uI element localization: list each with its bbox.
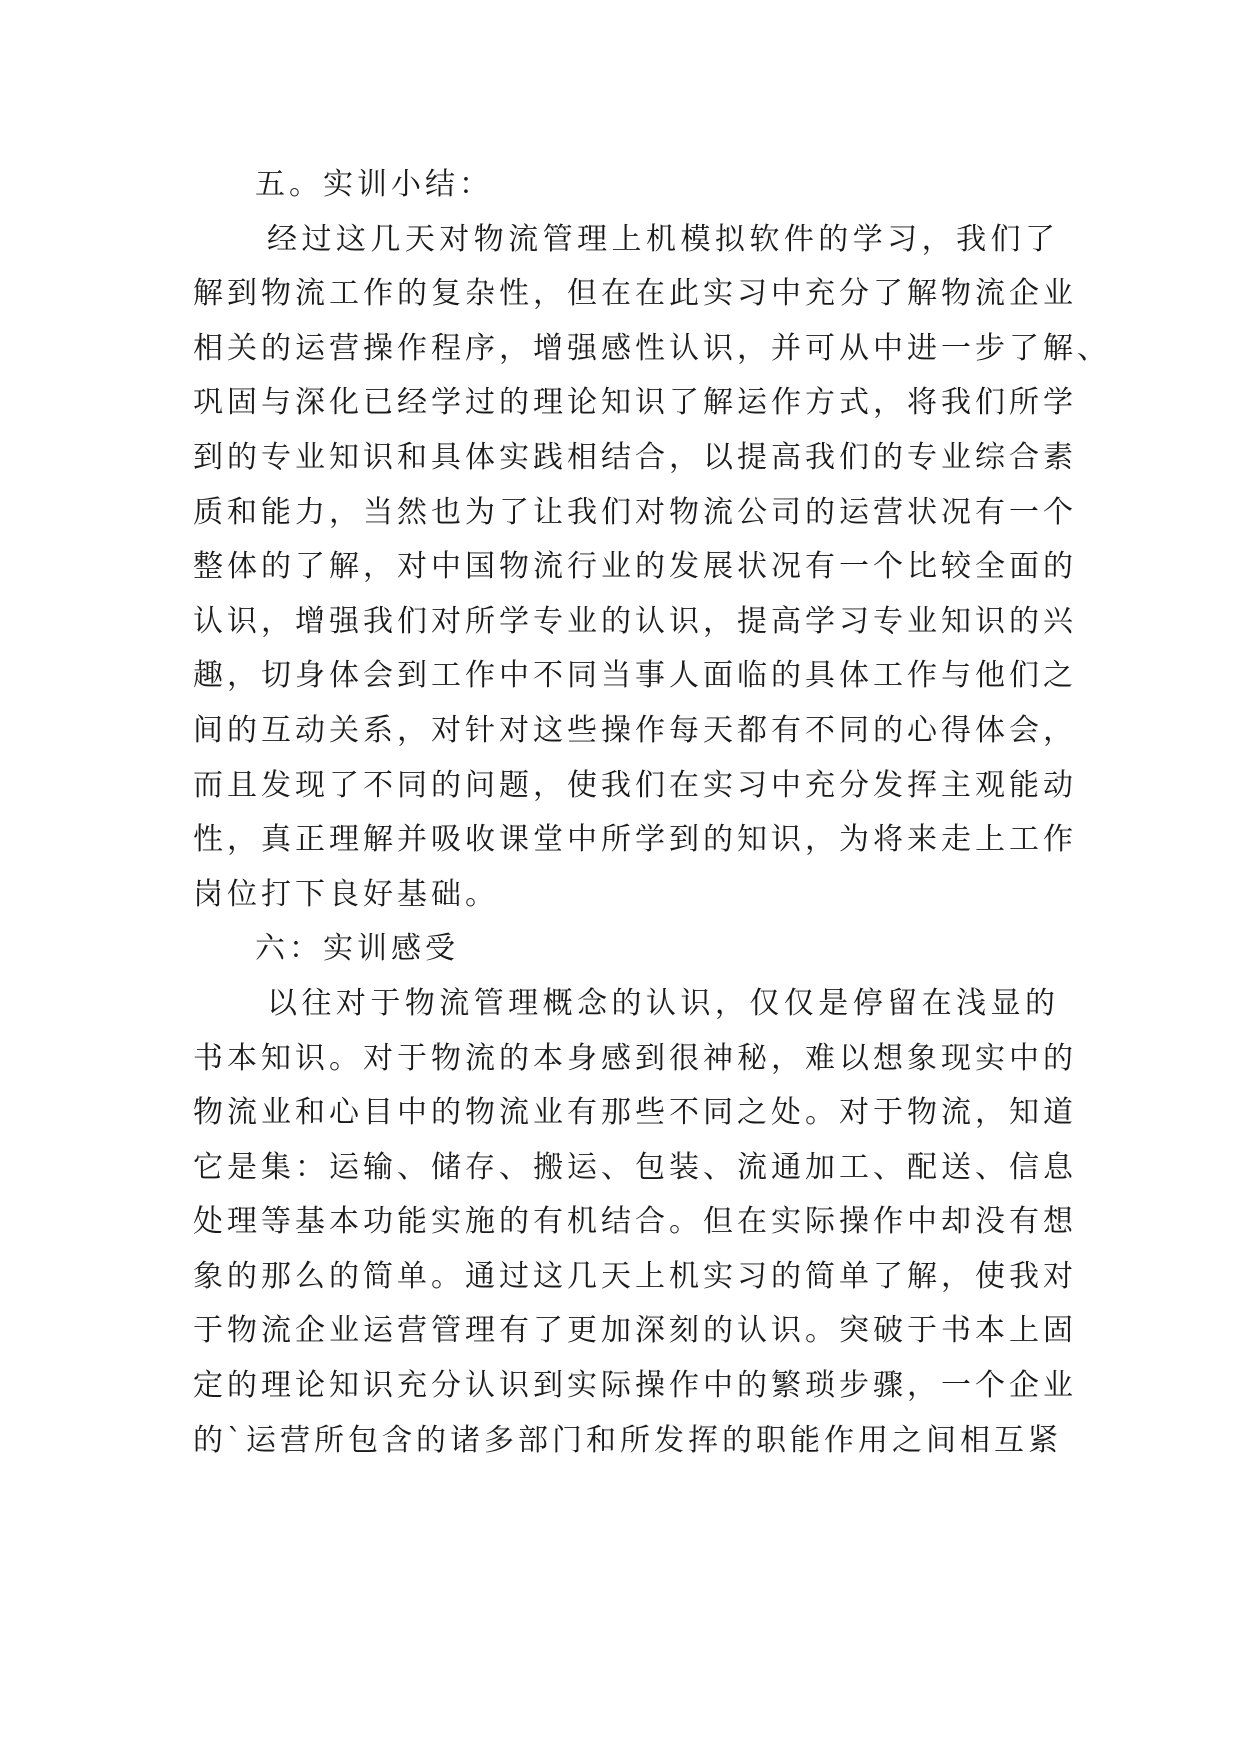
paragraph-line: 巩固与深化已经学过的理论知识了解运作方式，将我们所学 <box>193 385 1077 421</box>
paragraph-line: 书本知识。对于物流的本身感到很神秘，难以想象现实中的 <box>193 1040 1077 1076</box>
paragraph-line: 性，真正理解并吸收课堂中所学到的知识，为将来走上工作 <box>193 822 1077 858</box>
paragraph-line: 而且发现了不同的问题，使我们在实习中充分发挥主观能动 <box>193 767 1077 803</box>
document-body <box>193 158 1111 1468</box>
paragraph-line: 的`运营所包含的诸多部门和所发挥的职能作用之间相互紧 <box>193 1422 1062 1458</box>
paragraph-line: 趣，切身体会到工作中不同当事人面临的具体工作与他们之 <box>193 658 1077 694</box>
paragraph-line: 质和能力，当然也为了让我们对物流公司的运营状况有一个 <box>193 494 1077 530</box>
section-heading-feelings: 六：实训感受 <box>255 931 459 967</box>
paragraph-line: 间的互动关系，对针对这些操作每天都有不同的心得体会， <box>193 712 1077 748</box>
section-heading-summary: 五。实训小结： <box>255 167 493 202</box>
paragraph-line: 于物流企业运营管理有了更加深刻的认识。突破于书本上固 <box>193 1313 1077 1349</box>
paragraph-line: 物流业和心目中的物流业有那些不同之处。对于物流，知道 <box>193 1095 1077 1131</box>
paragraph-line: 解到物流工作的复杂性，但在在此实习中充分了解物流企业 <box>193 276 1077 312</box>
paragraph-line: 认识，增强我们对所学专业的认识，提高学习专业知识的兴 <box>193 603 1077 639</box>
paragraph-line: 定的理论知识充分认识到实际操作中的繁琐步骤，一个企业 <box>193 1368 1077 1404</box>
paragraph-line: 它是集：运输、储存、搬运、包装、流通加工、配送、信息 <box>193 1149 1077 1185</box>
paragraph-line: 处理等基本功能实施的有机结合。但在实际操作中却没有想 <box>193 1204 1077 1240</box>
paragraph-line: 到的专业知识和具体实践相结合，以提高我们的专业综合素 <box>193 439 1077 475</box>
paragraph-line: 整体的了解，对中国物流行业的发展状况有一个比较全面的 <box>193 549 1077 585</box>
paragraph-line: 以往对于物流管理概念的认识，仅仅是停留在浅显的 <box>267 985 1059 1021</box>
paragraph-line: 象的那么的简单。通过这几天上机实习的简单了解，使我对 <box>193 1258 1077 1294</box>
paragraph-line: 经过这几天对物流管理上机模拟软件的学习，我们了 <box>267 221 1059 257</box>
paragraph-line: 相关的运营操作程序，增强感性认识，并可从中进一步了解、 <box>193 330 1111 366</box>
paragraph-line: 岗位打下良好基础。 <box>193 876 499 912</box>
